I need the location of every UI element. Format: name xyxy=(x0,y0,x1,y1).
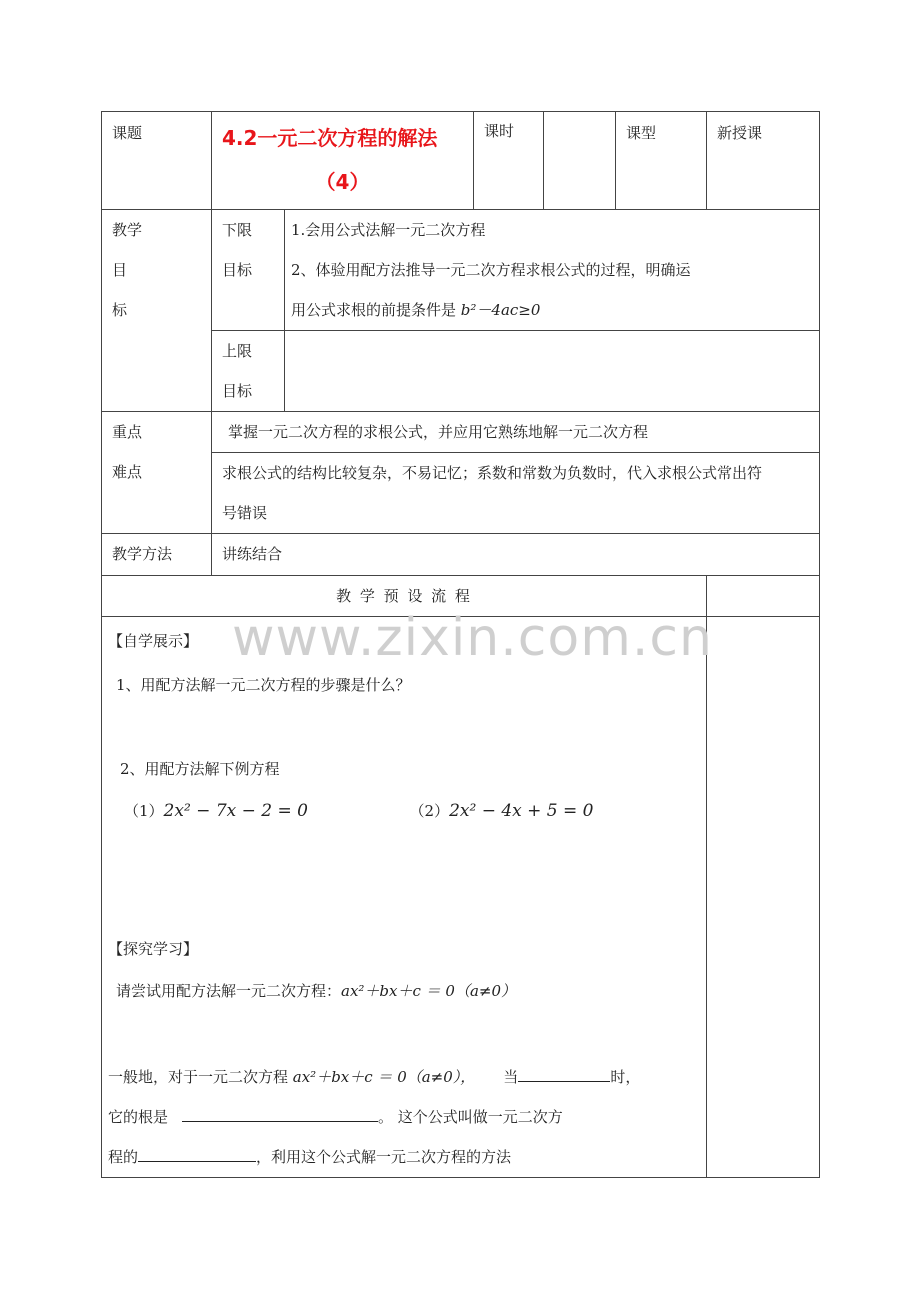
method-value: 讲练结合 xyxy=(222,545,283,563)
upper-label-cell xyxy=(212,331,285,412)
general-text: 一般地，对于一元二次方程 xyxy=(108,1068,293,1086)
title-cell xyxy=(212,112,474,210)
general-equation: ax²＋bx＋c ＝ 0（a≠0）， xyxy=(292,1068,476,1086)
method-label: 教学方法 xyxy=(112,545,173,563)
difficult-point-text-2: 号错误 xyxy=(222,504,268,522)
equation-2-label: （2） xyxy=(409,802,450,820)
equation-2: 2x² − 4x + 5 = 0 xyxy=(449,801,594,821)
lesson-plan-table xyxy=(101,111,820,1178)
lesson-plan xyxy=(101,111,819,1178)
when-label: 当 xyxy=(503,1068,519,1086)
key-point-text: 掌握一元二次方程的求根公式，并应用它熟练地解一元二次方程 xyxy=(228,423,649,441)
upper-label-2: 目标 xyxy=(222,382,253,400)
type-value-cell xyxy=(707,112,820,210)
watermark: www.zixin.com.cn xyxy=(232,608,713,668)
question-2: 2、用配方法解下例方程 xyxy=(120,760,280,778)
flow-content-row xyxy=(102,617,820,1178)
explore-title: 【探究学习】 xyxy=(108,940,199,958)
lower-objective-2: 2、体验用配方法推导一元二次方程求根公式的过程，明确运 xyxy=(291,261,691,279)
type-value: 新授课 xyxy=(717,124,763,142)
lower-label-2: 目标 xyxy=(222,261,253,279)
general-statement xyxy=(108,1057,700,1097)
method-label-cell xyxy=(102,534,212,576)
method-suffix: ，利用这个公式解一元二次方程的方法 xyxy=(256,1148,512,1166)
method-value-cell xyxy=(212,534,820,576)
lesson-title: 4.2一元二次方程的解法 xyxy=(222,126,438,150)
type-label-cell xyxy=(616,112,707,210)
key-label: 重点 xyxy=(112,423,143,441)
flow-heading-cell xyxy=(102,576,707,617)
roots-blank[interactable] xyxy=(182,1105,378,1122)
difficult-point-text-1: 求根公式的结构比较复杂，不易记忆；系数和常数为负数时，代入求根公式常出符 xyxy=(222,464,763,482)
key-content-cell xyxy=(212,412,820,453)
lower-objective-3 xyxy=(291,290,809,330)
objectives-lower-row xyxy=(102,210,820,331)
method-statement xyxy=(108,1137,700,1177)
equation-1: 2x² − 7x − 2 = 0 xyxy=(163,801,308,821)
formula-name-text: 。 这个公式叫做一元二次方 xyxy=(378,1108,563,1126)
objectives-label-1: 教学 xyxy=(112,221,143,239)
equations-row xyxy=(108,789,700,833)
header-row xyxy=(102,112,820,210)
flow-notes-cell xyxy=(707,617,820,1178)
difficult-label: 难点 xyxy=(112,463,143,481)
explore-prompt-text: 请尝试用配方法解一元二次方程： xyxy=(116,982,342,1000)
when-suffix: 时， xyxy=(610,1068,641,1086)
lower-objective-1: 1.会用公式法解一元二次方程 xyxy=(291,221,486,239)
method-row xyxy=(102,534,820,576)
period-label-cell xyxy=(474,112,544,210)
equation-1-label: （1） xyxy=(124,802,164,820)
lower-objective-3-text: 用公式求根的前提条件是 xyxy=(291,301,461,319)
topic-label-cell xyxy=(102,112,212,210)
lower-label-1: 下限 xyxy=(222,221,253,239)
roots-label: 它的根是 xyxy=(108,1108,169,1126)
method-prefix: 程的 xyxy=(108,1148,139,1166)
key-label-cell xyxy=(102,412,212,534)
method-blank[interactable] xyxy=(138,1145,256,1162)
topic-label: 课题 xyxy=(112,124,143,142)
lower-content-cell xyxy=(285,210,820,331)
discriminant-formula: b²－4ac≥0 xyxy=(460,301,541,319)
key-point-row xyxy=(102,412,820,453)
lesson-title-part: （4） xyxy=(315,170,370,194)
type-label: 课型 xyxy=(626,124,657,142)
explore-equation: ax²＋bx＋c ＝ 0（a≠0） xyxy=(341,982,517,1000)
period-label: 课时 xyxy=(484,122,515,140)
flow-heading-row xyxy=(102,576,820,617)
roots-statement xyxy=(108,1097,700,1137)
self-study-title: 【自学展示】 xyxy=(108,632,199,650)
flow-heading: 教 学 预 设 流 程 xyxy=(336,587,472,605)
question-1: 1、用配方法解一元二次方程的步骤是什么？ xyxy=(116,676,411,694)
upper-content-cell xyxy=(285,331,820,412)
upper-label-1: 上限 xyxy=(222,342,253,360)
lower-label-cell xyxy=(212,210,285,331)
objectives-label-cell xyxy=(102,210,212,412)
flow-content-cell xyxy=(102,617,707,1178)
period-value-cell xyxy=(544,112,616,210)
flow-notes-header xyxy=(707,576,820,617)
objectives-label-3: 标 xyxy=(112,301,128,319)
condition-blank[interactable] xyxy=(518,1065,610,1082)
explore-prompt xyxy=(108,969,700,1013)
difficult-content-cell xyxy=(212,453,820,534)
objectives-label-2: 目 xyxy=(112,261,128,279)
